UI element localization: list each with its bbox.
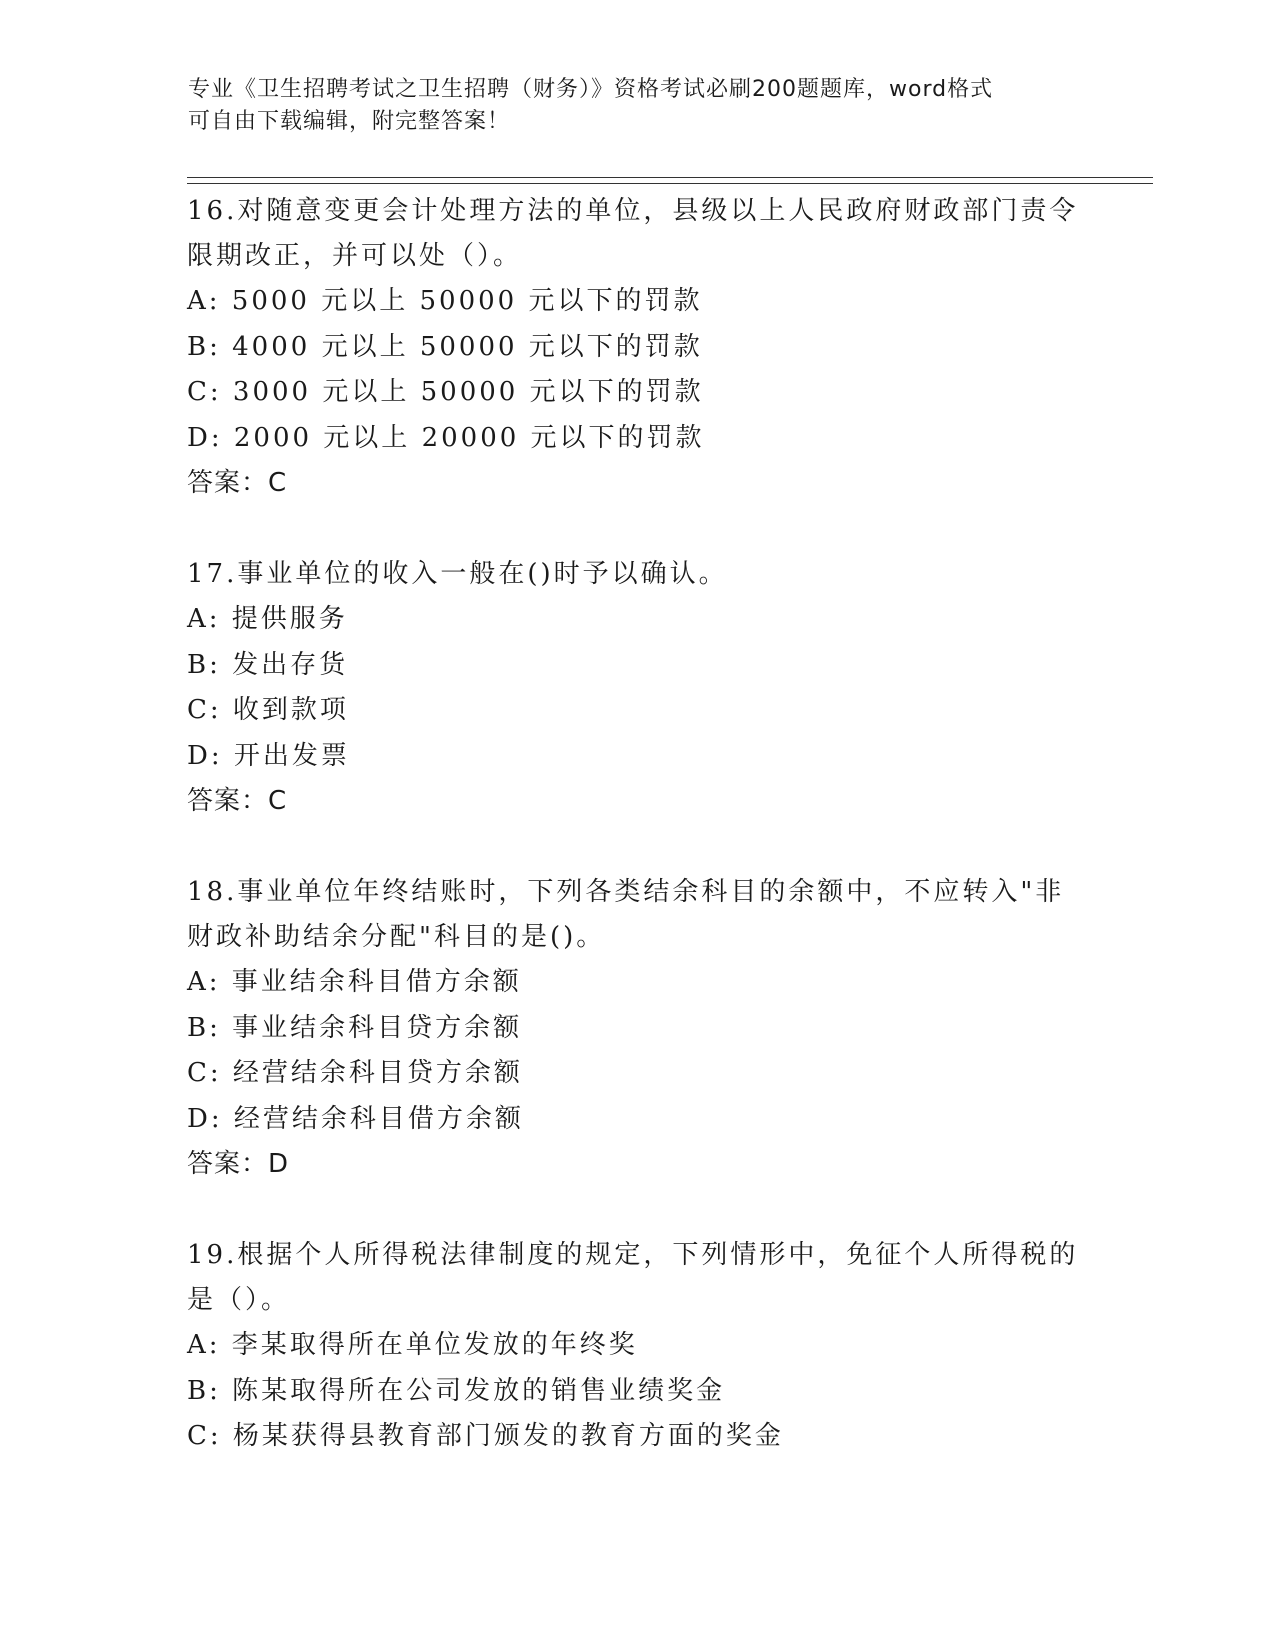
question-stem-line-1: 18.事业单位年终结账时，下列各类结余科目的余额中，不应转入"非 [187, 877, 1065, 907]
question-stem-line-2: 限期改正，并可以处（）。 [187, 241, 523, 271]
header-divider-bottom [187, 183, 1153, 184]
answer: 答案：C [187, 786, 288, 816]
question-stem-line-2: 是（）。 [187, 1285, 291, 1315]
option-d: D: 开出发票 [187, 740, 350, 771]
option-c: C: 经营结余科目贷方余额 [187, 1058, 523, 1088]
question-stem-line-1: 19.根据个人所得税法律制度的规定，下列情形中，免征个人所得税的 [187, 1240, 1079, 1270]
option-d: D: 2000 元以上 20000 元以下的罚款 [187, 422, 705, 453]
header-divider-top [187, 177, 1153, 178]
option-a: A: 事业结余科目借方余额 [187, 967, 522, 997]
answer: 答案：C [187, 468, 288, 498]
question-stem-line-2: 财政补助结余分配"科目的是()。 [187, 922, 606, 952]
option-b: B: 发出存货 [187, 649, 349, 680]
option-b: B: 陈某取得所在公司发放的销售业绩奖金 [187, 1375, 726, 1406]
option-b: B: 事业结余科目贷方余额 [187, 1012, 523, 1043]
document-header [188, 74, 1088, 138]
question-stem-line-1: 16.对随意变更会计处理方法的单位，县级以上人民政府财政部门责令 [187, 196, 1079, 226]
question-stem-line-1: 17.事业单位的收入一般在()时予以确认。 [187, 559, 728, 589]
option-c: C: 3000 元以上 50000 元以下的罚款 [187, 377, 704, 407]
option-c: C: 收到款项 [187, 695, 349, 725]
question-16 [187, 189, 1087, 506]
answer: 答案：D [187, 1149, 290, 1179]
header-line-1: 专业《卫生招聘考试之卫生招聘（财务）》资格考试必刷200题题库，word格式 [188, 77, 994, 102]
option-d: D: 经营结余科目借方余额 [187, 1103, 524, 1134]
question-list [187, 189, 1087, 1506]
question-17 [187, 552, 1087, 824]
question-19 [187, 1233, 1087, 1460]
option-a: A: 李某取得所在单位发放的年终奖 [187, 1330, 638, 1360]
option-c: C: 杨某获得县教育部门颁发的教育方面的奖金 [187, 1421, 784, 1451]
header-line-2: 可自由下载编辑，附完整答案！ [188, 109, 511, 134]
option-a: A: 5000 元以上 50000 元以下的罚款 [187, 286, 703, 316]
question-18 [187, 870, 1087, 1187]
option-b: B: 4000 元以上 50000 元以下的罚款 [187, 331, 703, 362]
option-a: A: 提供服务 [187, 604, 348, 634]
